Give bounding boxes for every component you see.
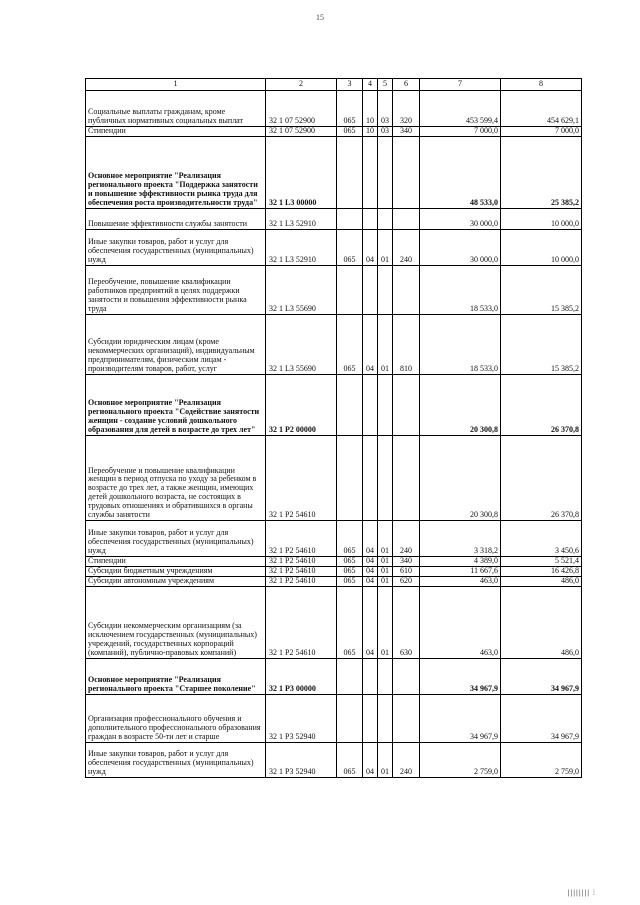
cell-section: 04 — [363, 521, 378, 557]
cell-amount-year2: 15 385,2 — [501, 315, 582, 375]
cell-ministry — [337, 695, 363, 743]
table-row — [86, 375, 582, 436]
cell-expense-type: 630 — [393, 587, 420, 659]
table-header — [86, 79, 582, 91]
cell-subsection — [378, 375, 393, 436]
cell-expense-type — [393, 659, 420, 695]
cell-amount-year1: 463,0 — [420, 587, 501, 659]
cell-subsection: 01 — [378, 315, 393, 375]
cell-target-code: 32 1 L3 52910 — [266, 209, 337, 230]
header-row — [86, 79, 582, 91]
cell-subsection: 01 — [378, 587, 393, 659]
table-row — [86, 659, 582, 695]
cell-name: Иные закупки товаров, работ и услуг для обеспечения государственных (муниципальных) нужд — [86, 521, 266, 557]
header-col-8: 8 — [501, 79, 582, 91]
cell-amount-year1: 11 667,6 — [420, 567, 501, 577]
cell-target-code: 32 1 L3 55690 — [266, 266, 337, 315]
cell-amount-year2: 26 370,8 — [501, 436, 582, 521]
cell-amount-year1: 18 533,0 — [420, 266, 501, 315]
cell-subsection — [378, 209, 393, 230]
cell-amount-year2: 25 385,2 — [501, 137, 582, 209]
cell-section: 10 — [363, 91, 378, 127]
cell-amount-year2: 454 629,1 — [501, 91, 582, 127]
cell-target-code: 32 1 P3 52940 — [266, 743, 337, 778]
cell-ministry: 065 — [337, 127, 363, 137]
cell-section — [363, 695, 378, 743]
cell-name: Иные закупки товаров, работ и услуг для обеспечения государственных (муниципальных) нужд — [86, 743, 266, 778]
cell-expense-type: 240 — [393, 743, 420, 778]
cell-expense-type: 810 — [393, 315, 420, 375]
cell-section — [363, 137, 378, 209]
cell-name: Социальные выплаты гражданам, кроме публичных нормативных социальных выплат — [86, 91, 266, 127]
cell-amount-year2: 3 450,6 — [501, 521, 582, 557]
cell-ministry — [337, 436, 363, 521]
cell-amount-year1: 30 000,0 — [420, 230, 501, 266]
budget-table — [85, 78, 582, 778]
table-row — [86, 567, 582, 577]
table-row — [86, 436, 582, 521]
cell-name: Переобучение и повышение квалификации женщин в период отпуска по уходу за ребенком в возрасте до трех лет, а также женщин, имеющих детей дошкольного возраста, не состоящих в трудовых отношениях и обратившихся в органы службы занятости — [86, 436, 266, 521]
cell-expense-type: 340 — [393, 127, 420, 137]
cell-amount-year1: 2 759,0 — [420, 743, 501, 778]
cell-amount-year1: 34 967,9 — [420, 659, 501, 695]
cell-target-code: 32 1 07 52900 — [266, 91, 337, 127]
table-row — [86, 521, 582, 557]
cell-ministry: 065 — [337, 577, 363, 587]
cell-amount-year2: 2 759,0 — [501, 743, 582, 778]
header-col-7: 7 — [420, 79, 501, 91]
cell-target-code: 32 1 P2 54610 — [266, 521, 337, 557]
cell-section — [363, 266, 378, 315]
header-col-3: 3 — [337, 79, 363, 91]
cell-expense-type: 240 — [393, 521, 420, 557]
cell-expense-type — [393, 375, 420, 436]
cell-amount-year1: 20 300,8 — [420, 436, 501, 521]
cell-section: 10 — [363, 127, 378, 137]
cell-name: Основное мероприятие "Реализация регионального проекта "Содействие занятости женщин - создание условий дошкольного образования для детей в возрасте до трех лет" — [86, 375, 266, 436]
cell-target-code: 32 1 P2 54610 — [266, 577, 337, 587]
cell-section: 04 — [363, 315, 378, 375]
cell-subsection — [378, 695, 393, 743]
cell-name: Субсидии юридическим лицам (кроме некоммерческих организаций), индивидуальным предпринимателям, физическим лицам - производителям товаров, работ, услуг — [86, 315, 266, 375]
cell-section — [363, 209, 378, 230]
cell-ministry: 065 — [337, 587, 363, 659]
cell-expense-type — [393, 266, 420, 315]
cell-name: Организация профессионального обучения и дополнительного профессионального образования граждан в возрасте 50-ти лет и старше — [86, 695, 266, 743]
header-col-6: 6 — [393, 79, 420, 91]
cell-subsection: 01 — [378, 567, 393, 577]
cell-name: Переобучение, повышение квалификации работников предприятий в целях поддержки занятости и повышения эффективности рынка труда — [86, 266, 266, 315]
table-row — [86, 209, 582, 230]
cell-name: Стипендии — [86, 557, 266, 567]
cell-amount-year1: 7 000,0 — [420, 127, 501, 137]
cell-target-code: 32 1 L3 55690 — [266, 315, 337, 375]
cell-amount-year2: 34 967,9 — [501, 659, 582, 695]
cell-subsection: 03 — [378, 91, 393, 127]
cell-name: Субсидии некоммерческим организациям (за исключением государственных (муниципальных) учреждений, государственных корпораций (компаний), публично-правовых компаний) — [86, 587, 266, 659]
header-col-5: 5 — [378, 79, 393, 91]
cell-name: Стипендии — [86, 127, 266, 137]
cell-amount-year2: 10 000,0 — [501, 209, 582, 230]
cell-ministry — [337, 209, 363, 230]
cell-amount-year1: 20 300,8 — [420, 375, 501, 436]
cell-amount-year1: 34 967,9 — [420, 695, 501, 743]
cell-amount-year1: 30 000,0 — [420, 209, 501, 230]
cell-target-code: 32 1 L3 52910 — [266, 230, 337, 266]
table-row — [86, 266, 582, 315]
cell-expense-type — [393, 436, 420, 521]
header-col-4: 4 — [363, 79, 378, 91]
table-row — [86, 743, 582, 778]
cell-amount-year2: 15 385,2 — [501, 266, 582, 315]
budget-table-container — [85, 78, 581, 778]
cell-target-code: 32 1 P2 54610 — [266, 567, 337, 577]
cell-subsection: 01 — [378, 230, 393, 266]
cell-expense-type — [393, 137, 420, 209]
cell-name: Основное мероприятие "Реализация регионального проекта "Старшее поколение" — [86, 659, 266, 695]
cell-name: Субсидии автономным учреждениям — [86, 577, 266, 587]
table-row — [86, 557, 582, 567]
cell-subsection: 01 — [378, 557, 393, 567]
table-body — [86, 91, 582, 778]
cell-subsection — [378, 137, 393, 209]
cell-expense-type: 610 — [393, 567, 420, 577]
cell-target-code: 32 1 P2 54610 — [266, 587, 337, 659]
cell-section: 04 — [363, 577, 378, 587]
cell-amount-year2: 486,0 — [501, 587, 582, 659]
header-col-2: 2 — [266, 79, 337, 91]
table-row — [86, 695, 582, 743]
cell-name: Основное мероприятие "Реализация регионального проекта "Поддержка занятости и повышение эффективности рынка труда для обеспечения роста производительности труда" — [86, 137, 266, 209]
cell-expense-type — [393, 695, 420, 743]
cell-ministry — [337, 375, 363, 436]
cell-target-code: 32 1 P2 54610 — [266, 557, 337, 567]
cell-ministry: 065 — [337, 567, 363, 577]
cell-section — [363, 436, 378, 521]
cell-target-code: 32 1 L3 00000 — [266, 137, 337, 209]
cell-amount-year2: 5 521,4 — [501, 557, 582, 567]
cell-section: 04 — [363, 587, 378, 659]
cell-subsection: 01 — [378, 743, 393, 778]
cell-amount-year1: 4 389,0 — [420, 557, 501, 567]
cell-amount-year2: 26 370,8 — [501, 375, 582, 436]
cell-amount-year1: 48 533,0 — [420, 137, 501, 209]
table-row — [86, 587, 582, 659]
table-row — [86, 127, 582, 137]
cell-ministry — [337, 266, 363, 315]
cell-section: 04 — [363, 230, 378, 266]
table-row — [86, 91, 582, 127]
cell-section — [363, 659, 378, 695]
cell-ministry — [337, 137, 363, 209]
cell-subsection — [378, 436, 393, 521]
cell-target-code: 32 1 P3 52940 — [266, 695, 337, 743]
cell-expense-type: 620 — [393, 577, 420, 587]
cell-amount-year2: 10 000,0 — [501, 230, 582, 266]
cell-amount-year1: 463,0 — [420, 577, 501, 587]
cell-section: 04 — [363, 743, 378, 778]
cell-section: 04 — [363, 567, 378, 577]
cell-amount-year1: 18 533,0 — [420, 315, 501, 375]
header-col-1: 1 — [86, 79, 266, 91]
cell-expense-type: 340 — [393, 557, 420, 567]
table-row — [86, 230, 582, 266]
cell-amount-year1: 453 599,4 — [420, 91, 501, 127]
cell-amount-year2: 34 967,9 — [501, 695, 582, 743]
cell-expense-type — [393, 209, 420, 230]
cell-amount-year1: 3 318,2 — [420, 521, 501, 557]
cell-ministry: 065 — [337, 557, 363, 567]
cell-ministry: 065 — [337, 230, 363, 266]
cell-name: Субсидии бюджетным учреждениям — [86, 567, 266, 577]
cell-ministry: 065 — [337, 521, 363, 557]
cell-amount-year2: 7 000,0 — [501, 127, 582, 137]
cell-ministry: 065 — [337, 91, 363, 127]
table-row — [86, 137, 582, 209]
cell-target-code: 32 1 07 52900 — [266, 127, 337, 137]
cell-target-code: 32 1 P2 54610 — [266, 436, 337, 521]
cell-name: Повышение эффективности службы занятости — [86, 209, 266, 230]
cell-subsection: 01 — [378, 577, 393, 587]
cell-subsection — [378, 266, 393, 315]
cell-ministry: 065 — [337, 743, 363, 778]
page-number: 15 — [316, 13, 324, 22]
cell-expense-type: 320 — [393, 91, 420, 127]
footer-barcode-mark: |||||||| ⁞ — [567, 890, 596, 897]
cell-ministry — [337, 659, 363, 695]
cell-target-code: 32 1 P3 00000 — [266, 659, 337, 695]
cell-amount-year2: 486,0 — [501, 577, 582, 587]
cell-section: 04 — [363, 557, 378, 567]
cell-subsection — [378, 659, 393, 695]
cell-section — [363, 375, 378, 436]
cell-ministry: 065 — [337, 315, 363, 375]
cell-expense-type: 240 — [393, 230, 420, 266]
table-row — [86, 577, 582, 587]
cell-subsection: 01 — [378, 521, 393, 557]
cell-amount-year2: 16 426,8 — [501, 567, 582, 577]
cell-subsection: 03 — [378, 127, 393, 137]
cell-name: Иные закупки товаров, работ и услуг для обеспечения государственных (муниципальных) нужд — [86, 230, 266, 266]
table-row — [86, 315, 582, 375]
cell-target-code: 32 1 P2 00000 — [266, 375, 337, 436]
